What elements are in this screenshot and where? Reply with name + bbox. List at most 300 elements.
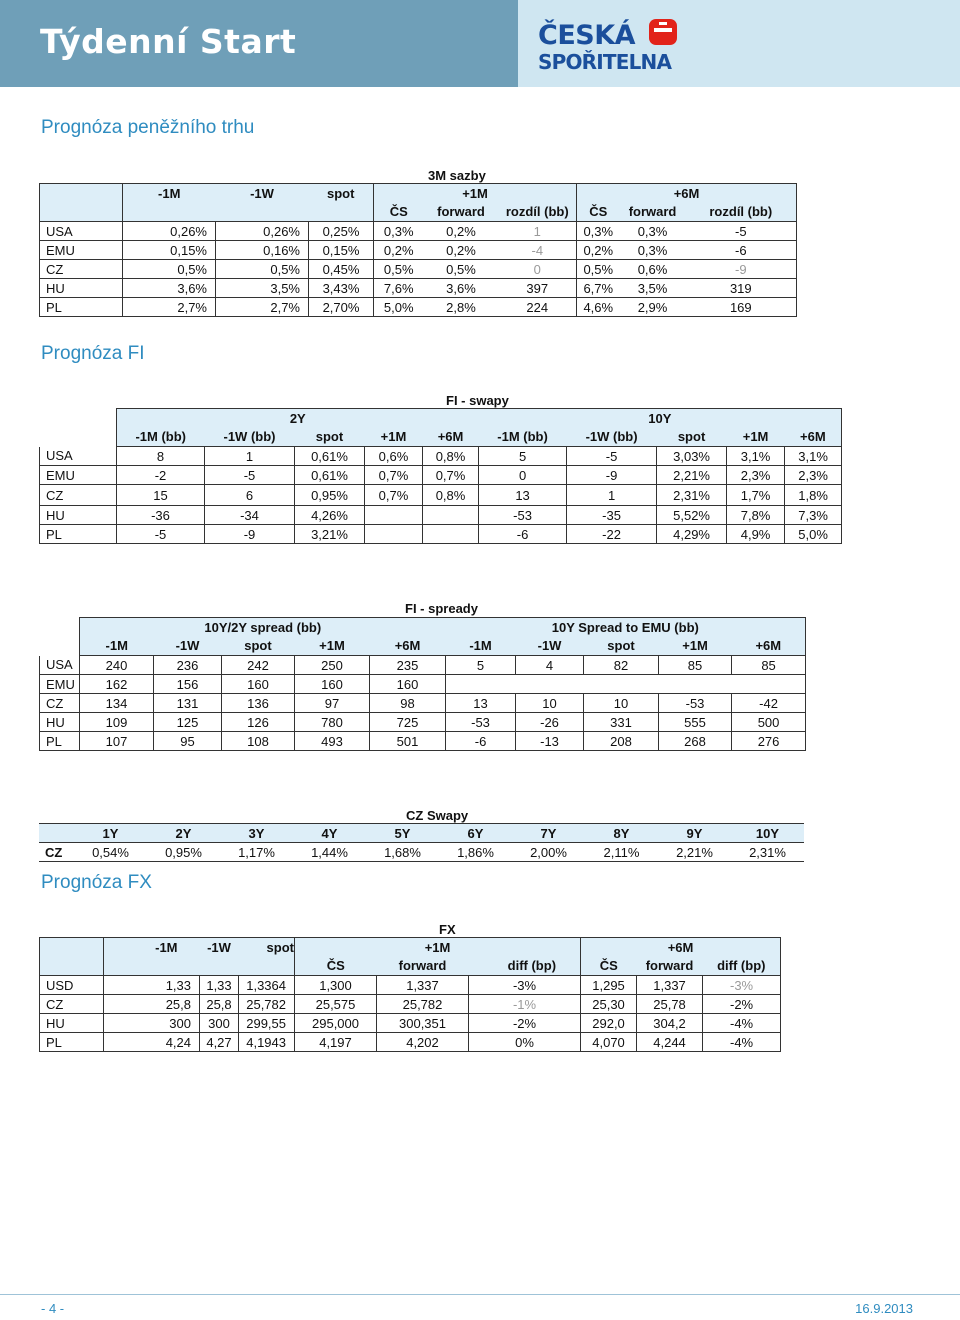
cell: 25,782 xyxy=(377,995,469,1014)
cell xyxy=(365,506,423,525)
cell: 0,5% xyxy=(216,260,309,279)
col-header: 10Y xyxy=(731,824,804,843)
group-header-1m: +1M xyxy=(295,938,581,957)
col-header: rozdíl (bb) xyxy=(686,203,797,222)
cell: 0,61% xyxy=(295,466,365,485)
cell: 156 xyxy=(154,675,222,694)
cell: 5 xyxy=(446,656,516,675)
cell: 1 xyxy=(499,222,577,241)
cell: 250 xyxy=(295,656,370,675)
cell: -1% xyxy=(469,995,581,1014)
table-row xyxy=(40,506,842,525)
cell: 4,27 xyxy=(200,1033,239,1052)
table-row xyxy=(40,485,842,506)
cell: 2,3% xyxy=(785,466,842,485)
group-header-2y: 2Y xyxy=(117,409,479,428)
cell xyxy=(365,525,423,544)
row-label: USA xyxy=(40,656,80,675)
cell: 1,8% xyxy=(785,485,842,506)
logo-line-1: ČESKÁ xyxy=(538,20,636,51)
cell: 300 xyxy=(104,1014,200,1033)
cell: 3,6% xyxy=(424,279,499,298)
cell: -53 xyxy=(659,694,732,713)
col-header: -1M xyxy=(104,938,200,957)
cell: 2,70% xyxy=(309,298,374,317)
cell: 4,244 xyxy=(637,1033,703,1052)
cell: 2,31% xyxy=(731,843,804,862)
cell: 1 xyxy=(205,447,295,466)
page-number: - 4 - xyxy=(41,1301,65,1316)
cell: 0% xyxy=(469,1033,581,1052)
cell: 125 xyxy=(154,713,222,732)
footer-date: 16.9.2013 xyxy=(855,1301,913,1316)
cell: 4,29% xyxy=(657,525,727,544)
cell: 0,2% xyxy=(577,241,620,260)
cell: 107 xyxy=(80,732,154,751)
cell: -4% xyxy=(703,1033,781,1052)
cell: -42 xyxy=(732,694,806,713)
cell: -5 xyxy=(686,222,797,241)
cell: 0,6% xyxy=(620,260,686,279)
cell: 1,33 xyxy=(200,976,239,995)
col-header: forward xyxy=(620,203,686,222)
cell: 3,1% xyxy=(727,447,785,466)
cell: 1 xyxy=(567,485,657,506)
cell: 6 xyxy=(205,485,295,506)
swaps-caption: FI - swapy xyxy=(446,393,509,408)
cell: 555 xyxy=(659,713,732,732)
cell: -4% xyxy=(703,1014,781,1033)
cell: 0,7% xyxy=(423,466,479,485)
cell: 276 xyxy=(732,732,806,751)
cell: 0,2% xyxy=(424,222,499,241)
cell: 1,7% xyxy=(727,485,785,506)
col-header: ČS xyxy=(374,203,424,222)
row-label: USA xyxy=(40,222,123,241)
cell: -53 xyxy=(446,713,516,732)
table-row xyxy=(40,222,797,241)
table-row xyxy=(40,466,842,485)
cell: 1,337 xyxy=(377,976,469,995)
row-label: CZ xyxy=(40,485,117,506)
cell: -6 xyxy=(479,525,567,544)
col-header: spot xyxy=(657,428,727,447)
cell: 169 xyxy=(686,298,797,317)
cell: -3% xyxy=(703,976,781,995)
cell: 501 xyxy=(370,732,446,751)
cell: 95 xyxy=(154,732,222,751)
cell: 300 xyxy=(200,1014,239,1033)
col-header: spot xyxy=(309,184,374,203)
cell: 5,0% xyxy=(785,525,842,544)
col-header: +6M xyxy=(370,637,446,656)
group-header-10y: 10Y xyxy=(479,409,842,428)
cell: 5,0% xyxy=(374,298,424,317)
col-header: 5Y xyxy=(366,824,439,843)
cell: 0,95% xyxy=(295,485,365,506)
row-label: EMU xyxy=(40,675,80,694)
cell: 0,5% xyxy=(123,260,216,279)
cell: -4 xyxy=(499,241,577,260)
col-header: -1M xyxy=(80,637,154,656)
cell: -2% xyxy=(703,995,781,1014)
table-row xyxy=(40,732,806,751)
col-header: -1W xyxy=(516,637,584,656)
section-title-fx: Prognóza FX xyxy=(41,872,152,893)
cell: 25,782 xyxy=(239,995,295,1014)
col-header: +1M xyxy=(727,428,785,447)
cell: 134 xyxy=(80,694,154,713)
row-label: HU xyxy=(40,279,123,298)
cell: 15 xyxy=(117,485,205,506)
cell: 0,3% xyxy=(374,222,424,241)
col-header: rozdíl (bb) xyxy=(499,203,577,222)
cell: 4,070 xyxy=(581,1033,637,1052)
cell: -5 xyxy=(205,466,295,485)
cell: 25,575 xyxy=(295,995,377,1014)
cell: 0,5% xyxy=(424,260,499,279)
table-row xyxy=(40,241,797,260)
cell: 0,15% xyxy=(309,241,374,260)
cell: 240 xyxy=(80,656,154,675)
cell: 0,5% xyxy=(577,260,620,279)
cell: 98 xyxy=(370,694,446,713)
cell: 7,6% xyxy=(374,279,424,298)
table-row xyxy=(40,1014,781,1033)
row-label: HU xyxy=(40,506,117,525)
cell: 3,21% xyxy=(295,525,365,544)
col-header: -1M (bb) xyxy=(117,428,205,447)
cell xyxy=(423,506,479,525)
col-header: -1W xyxy=(216,184,309,203)
cell: 4,197 xyxy=(295,1033,377,1052)
cell: 2,9% xyxy=(620,298,686,317)
cell: 2,11% xyxy=(585,843,658,862)
cell: 0,26% xyxy=(123,222,216,241)
table-row xyxy=(40,525,842,544)
cell: 0,6% xyxy=(365,447,423,466)
cell: 7,8% xyxy=(727,506,785,525)
spreads-caption: FI - spready xyxy=(405,601,478,616)
cell: -9 xyxy=(686,260,797,279)
cell: 2,7% xyxy=(216,298,309,317)
col-header: 3Y xyxy=(220,824,293,843)
group-header-spread-emu: 10Y Spread to EMU (bb) xyxy=(446,618,806,637)
group-header-6m: +6M xyxy=(577,184,797,203)
fi-swaps-table xyxy=(39,408,842,544)
col-header: ČS xyxy=(295,957,377,976)
cell: -53 xyxy=(479,506,567,525)
cell: 2,31% xyxy=(657,485,727,506)
cell: 10 xyxy=(516,694,584,713)
cell: 1,44% xyxy=(293,843,366,862)
cell: 13 xyxy=(446,694,516,713)
cell: 0,95% xyxy=(147,843,220,862)
cell: 3,43% xyxy=(309,279,374,298)
cell: 299,55 xyxy=(239,1014,295,1033)
row-label: PL xyxy=(40,298,123,317)
table-row xyxy=(40,260,797,279)
cell: 162 xyxy=(80,675,154,694)
cell: 493 xyxy=(295,732,370,751)
cell: -26 xyxy=(516,713,584,732)
cell: -5 xyxy=(117,525,205,544)
cell: -36 xyxy=(117,506,205,525)
cell: 0,7% xyxy=(365,466,423,485)
cell: 0,61% xyxy=(295,447,365,466)
cell: 304,2 xyxy=(637,1014,703,1033)
cell: 331 xyxy=(584,713,659,732)
cell: 1,17% xyxy=(220,843,293,862)
fx-table xyxy=(39,937,781,1052)
row-label: PL xyxy=(40,525,117,544)
cell: 25,8 xyxy=(200,995,239,1014)
cell: 85 xyxy=(659,656,732,675)
cell: 25,78 xyxy=(637,995,703,1014)
cell: 1,33 xyxy=(104,976,200,995)
cell: 3,1% xyxy=(785,447,842,466)
cell: 4,26% xyxy=(295,506,365,525)
page-title: Týdenní Start xyxy=(40,22,297,61)
cell: -35 xyxy=(567,506,657,525)
cell: 8 xyxy=(117,447,205,466)
cell: -9 xyxy=(567,466,657,485)
cell: 10 xyxy=(584,694,659,713)
col-header: 2Y xyxy=(147,824,220,843)
col-header: 1Y xyxy=(74,824,147,843)
table-row xyxy=(40,976,781,995)
cell: 97 xyxy=(295,694,370,713)
cell: 0,7% xyxy=(365,485,423,506)
row-label: CZ xyxy=(39,843,74,862)
cell: 1,300 xyxy=(295,976,377,995)
cell: 4,1943 xyxy=(239,1033,295,1052)
cell: 224 xyxy=(499,298,577,317)
cell: 5,52% xyxy=(657,506,727,525)
col-header: spot xyxy=(584,637,659,656)
table-row xyxy=(40,279,797,298)
logo-line-2: SPOŘITELNA xyxy=(538,50,672,74)
col-header: +6M xyxy=(423,428,479,447)
cell: 1,295 xyxy=(581,976,637,995)
cell: 2,21% xyxy=(657,466,727,485)
col-header: -1W (bb) xyxy=(205,428,295,447)
section-title-fi: Prognóza FI xyxy=(41,343,145,364)
col-header: -1M xyxy=(446,637,516,656)
cell: 319 xyxy=(686,279,797,298)
cell: 108 xyxy=(222,732,295,751)
cell: 160 xyxy=(295,675,370,694)
col-header: -1W xyxy=(154,637,222,656)
section-title-money-market: Prognóza peněžního trhu xyxy=(41,117,255,138)
cell: 292,0 xyxy=(581,1014,637,1033)
cell: 0,3% xyxy=(620,222,686,241)
footer-divider xyxy=(0,1294,960,1295)
cz-swap-caption: CZ Swapy xyxy=(406,808,469,823)
col-header: -1W (bb) xyxy=(567,428,657,447)
cell: 1,86% xyxy=(439,843,512,862)
cell: 2,7% xyxy=(123,298,216,317)
cell: -34 xyxy=(205,506,295,525)
col-header: forward xyxy=(377,957,469,976)
col-header: ČS xyxy=(577,203,620,222)
cell: 4,202 xyxy=(377,1033,469,1052)
cell: 0,3% xyxy=(620,241,686,260)
col-header: 9Y xyxy=(658,824,731,843)
table-row xyxy=(40,298,797,317)
cell: -3% xyxy=(469,976,581,995)
row-label: EMU xyxy=(40,466,117,485)
cell: -6 xyxy=(686,241,797,260)
cell: 0,2% xyxy=(424,241,499,260)
cell: 6,7% xyxy=(577,279,620,298)
cell: 0,8% xyxy=(423,485,479,506)
cell: 780 xyxy=(295,713,370,732)
cell: 725 xyxy=(370,713,446,732)
col-header: spot xyxy=(222,637,295,656)
fx-caption: FX xyxy=(439,922,456,937)
cell: 109 xyxy=(80,713,154,732)
cell: 82 xyxy=(584,656,659,675)
cell: 2,00% xyxy=(512,843,585,862)
group-header-1m: +1M xyxy=(374,184,577,203)
cell xyxy=(423,525,479,544)
col-header: +6M xyxy=(785,428,842,447)
cell: 0,2% xyxy=(374,241,424,260)
col-header: ČS xyxy=(581,957,637,976)
col-header: forward xyxy=(424,203,499,222)
row-label: PL xyxy=(40,1033,104,1052)
cell: 0,16% xyxy=(216,241,309,260)
cell: -5 xyxy=(567,447,657,466)
cell: 500 xyxy=(732,713,806,732)
cell: 3,03% xyxy=(657,447,727,466)
col-header: +1M xyxy=(365,428,423,447)
cell: 25,8 xyxy=(104,995,200,1014)
cell: 3,5% xyxy=(216,279,309,298)
rates-3m-caption: 3M sazby xyxy=(428,168,486,183)
cell-empty xyxy=(446,675,806,694)
cell: 4,9% xyxy=(727,525,785,544)
cell: 208 xyxy=(584,732,659,751)
row-label: EMU xyxy=(40,241,123,260)
cell: 126 xyxy=(222,713,295,732)
cell: 4,6% xyxy=(577,298,620,317)
table-row xyxy=(40,694,806,713)
cell: 0 xyxy=(499,260,577,279)
cell: 242 xyxy=(222,656,295,675)
col-header: forward xyxy=(637,957,703,976)
cell: 0,25% xyxy=(309,222,374,241)
table-row xyxy=(40,447,842,466)
col-header: 8Y xyxy=(585,824,658,843)
col-header: -1W xyxy=(200,938,239,957)
cell: 160 xyxy=(222,675,295,694)
cell: -2 xyxy=(117,466,205,485)
group-header-10y-2y: 10Y/2Y spread (bb) xyxy=(80,618,446,637)
col-header: 7Y xyxy=(512,824,585,843)
cell: 0,45% xyxy=(309,260,374,279)
cell: -9 xyxy=(205,525,295,544)
group-header-6m: +6M xyxy=(581,938,781,957)
cell: 397 xyxy=(499,279,577,298)
cell: 2,3% xyxy=(727,466,785,485)
table-row xyxy=(40,1033,781,1052)
cell: 0,15% xyxy=(123,241,216,260)
col-header: 4Y xyxy=(293,824,366,843)
cell: 4,24 xyxy=(104,1033,200,1052)
cell: 85 xyxy=(732,656,806,675)
piggy-bank-icon xyxy=(648,16,678,46)
cell: 0,54% xyxy=(74,843,147,862)
col-header: spot xyxy=(239,938,295,957)
col-header: -1M xyxy=(123,184,216,203)
row-label: CZ xyxy=(40,694,80,713)
table-row xyxy=(40,675,806,694)
rates-3m-table xyxy=(39,183,797,317)
cell: 1,68% xyxy=(366,843,439,862)
ceska-sporitelna-logo xyxy=(538,16,688,76)
row-label: PL xyxy=(40,732,80,751)
cell: 1,337 xyxy=(637,976,703,995)
cell: 3,6% xyxy=(123,279,216,298)
cell: 131 xyxy=(154,694,222,713)
row-label: CZ xyxy=(40,260,123,279)
cell: 0 xyxy=(479,466,567,485)
fi-spreads-table xyxy=(39,617,806,751)
cell: -6 xyxy=(446,732,516,751)
cell: 2,8% xyxy=(424,298,499,317)
cell: 295,000 xyxy=(295,1014,377,1033)
cell: 7,3% xyxy=(785,506,842,525)
cell: 5 xyxy=(479,447,567,466)
row-label: USD xyxy=(40,976,104,995)
cell: -2% xyxy=(469,1014,581,1033)
cell: 3,5% xyxy=(620,279,686,298)
cell: -13 xyxy=(516,732,584,751)
row-label: CZ xyxy=(40,995,104,1014)
cell: 136 xyxy=(222,694,295,713)
row-label: HU xyxy=(40,713,80,732)
table-row xyxy=(40,713,806,732)
cell: 0,26% xyxy=(216,222,309,241)
cell: 13 xyxy=(479,485,567,506)
row-label: USA xyxy=(40,447,117,466)
cell: 2,21% xyxy=(658,843,731,862)
cell: -22 xyxy=(567,525,657,544)
cell: 25,30 xyxy=(581,995,637,1014)
cell: 0,3% xyxy=(577,222,620,241)
cell: 0,8% xyxy=(423,447,479,466)
cell: 0,5% xyxy=(374,260,424,279)
row-label: HU xyxy=(40,1014,104,1033)
cell: 268 xyxy=(659,732,732,751)
col-header: +1M xyxy=(659,637,732,656)
cell: 160 xyxy=(370,675,446,694)
cell: 236 xyxy=(154,656,222,675)
table-row xyxy=(40,656,806,675)
cz-swap-table xyxy=(39,823,804,862)
cell: 300,351 xyxy=(377,1014,469,1033)
cell: 235 xyxy=(370,656,446,675)
col-header: +1M xyxy=(295,637,370,656)
col-header: diff (bp) xyxy=(703,957,781,976)
cell: 1,3364 xyxy=(239,976,295,995)
col-header: +6M xyxy=(732,637,806,656)
table-row xyxy=(39,843,804,862)
col-header: 6Y xyxy=(439,824,512,843)
table-row xyxy=(40,995,781,1014)
